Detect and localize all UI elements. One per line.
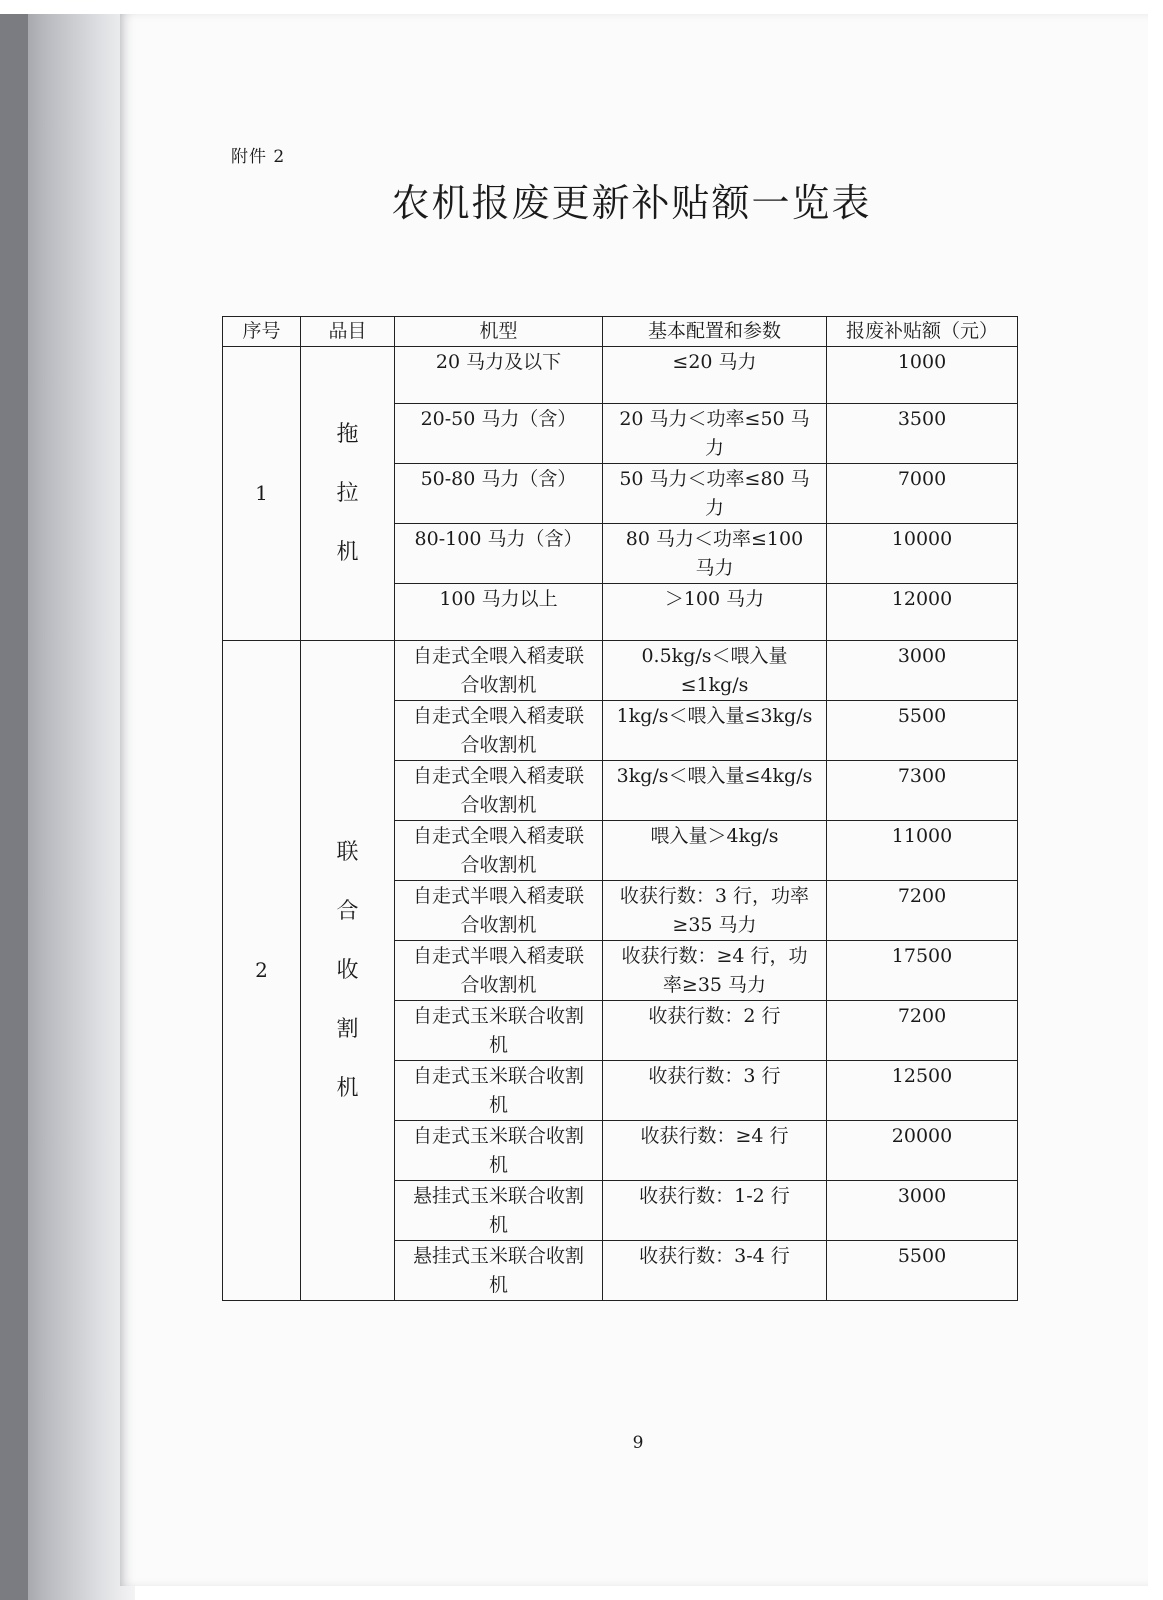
cell-amount [827, 641, 1018, 701]
category-char: 拖 [336, 422, 359, 447]
header-config: 基本配置和参数 [603, 317, 827, 347]
cell-amount [827, 524, 1018, 584]
amount-text: 5500 [897, 1245, 947, 1267]
config-text: 收获行数：≥4 行 [640, 1125, 789, 1147]
amount-text: 3000 [897, 645, 947, 667]
cell-amount [827, 881, 1018, 941]
scan-edge [0, 0, 28, 1600]
cell-config [603, 1121, 827, 1181]
category-char: 割 [336, 1017, 359, 1042]
cell-model [395, 1121, 603, 1181]
cell-model [395, 941, 603, 1001]
table-body [223, 347, 1018, 1301]
cell-amount [827, 404, 1018, 464]
cell-model [395, 464, 603, 524]
group-seq: 2 [223, 641, 301, 1301]
cell-config [603, 1061, 827, 1121]
config-text: 收获行数：3-4 行 [639, 1245, 790, 1267]
model-text: 自走式半喂入稻麦联合收割机 [412, 945, 584, 996]
group-category [301, 641, 395, 1301]
amount-text: 3500 [897, 408, 947, 430]
config-text: ＞100 马力 [664, 588, 765, 610]
config-text: 收获行数：≥4 行，功率≥35 马力 [621, 945, 808, 996]
model-text: 自走式全喂入稻麦联合收割机 [412, 645, 584, 696]
cell-amount [827, 464, 1018, 524]
scan-top-margin [0, 0, 1163, 14]
cell-model [395, 1001, 603, 1061]
cell-model [395, 404, 603, 464]
cell-model [395, 584, 603, 641]
amount-text: 5500 [897, 705, 947, 727]
cell-amount [827, 761, 1018, 821]
cell-config [603, 641, 827, 701]
page-title: 农机报废更新补贴额一览表 [391, 181, 872, 225]
model-text: 自走式半喂入稻麦联合收割机 [412, 885, 584, 936]
model-text: 自走式玉米联合收割机 [412, 1005, 584, 1056]
model-text: 悬挂式玉米联合收割机 [412, 1245, 584, 1296]
category-char: 合 [336, 899, 359, 924]
amount-text: 7300 [897, 765, 947, 787]
amount-text: 20000 [891, 1125, 953, 1147]
model-text: 20-50 马力（含） [420, 408, 577, 430]
category-char: 拉 [336, 481, 359, 506]
cell-model [395, 524, 603, 584]
model-text: 自走式全喂入稻麦联合收割机 [412, 765, 584, 816]
config-text: 1kg/s＜喂入量≤3kg/s [616, 705, 813, 727]
category-char: 机 [336, 1076, 359, 1101]
model-text: 80-100 马力（含） [414, 528, 583, 550]
header-category: 品目 [301, 317, 395, 347]
cell-model [395, 761, 603, 821]
amount-text: 12000 [891, 588, 953, 610]
model-text: 100 马力以上 [439, 588, 558, 610]
model-text: 50-80 马力（含） [420, 468, 577, 490]
cell-config [603, 761, 827, 821]
cell-model [395, 641, 603, 701]
cell-model [395, 1241, 603, 1301]
config-text: 收获行数：3 行 [648, 1065, 781, 1087]
config-text: ≤20 马力 [672, 351, 757, 373]
amount-text: 10000 [891, 528, 953, 550]
cell-config [603, 1001, 827, 1061]
cell-config [603, 584, 827, 641]
group-seq: 1 [223, 347, 301, 641]
cell-config [603, 464, 827, 524]
group-category [301, 347, 395, 641]
model-text: 自走式全喂入稻麦联合收割机 [412, 705, 584, 756]
cell-amount [827, 821, 1018, 881]
cell-model [395, 881, 603, 941]
cell-amount [827, 1121, 1018, 1181]
cell-amount [827, 941, 1018, 1001]
cell-model [395, 701, 603, 761]
cell-config [603, 1241, 827, 1301]
model-text: 自走式玉米联合收割机 [412, 1065, 584, 1116]
cell-config [603, 524, 827, 584]
header-seq: 序号 [223, 317, 301, 347]
cell-config [603, 941, 827, 1001]
cell-amount [827, 1001, 1018, 1061]
config-text: 50 马力＜功率≤80 马力 [619, 468, 810, 519]
amount-text: 7200 [897, 885, 947, 907]
amount-text: 11000 [891, 825, 953, 847]
config-text: 喂入量＞4kg/s [650, 825, 779, 847]
category-char: 联 [336, 840, 359, 865]
page-number: 9 [632, 1433, 644, 1453]
config-text: 3kg/s＜喂入量≤4kg/s [616, 765, 813, 787]
amount-text: 3000 [897, 1185, 947, 1207]
config-text: 20 马力＜功率≤50 马力 [619, 408, 810, 459]
table-row [223, 641, 1018, 701]
amount-text: 7200 [897, 1005, 947, 1027]
category-char: 机 [336, 540, 359, 565]
header-amount: 报废补贴额（元） [827, 317, 1018, 347]
config-text: 80 马力＜功率≤100 马力 [625, 528, 804, 579]
amount-text: 1000 [897, 351, 947, 373]
cell-config [603, 1181, 827, 1241]
cell-model [395, 1181, 603, 1241]
header-model: 机型 [395, 317, 603, 347]
table-header [223, 317, 1018, 347]
config-text: 收获行数：1-2 行 [639, 1185, 790, 1207]
amount-text: 7000 [897, 468, 947, 490]
cell-config [603, 347, 827, 404]
cell-config [603, 701, 827, 761]
model-text: 悬挂式玉米联合收割机 [412, 1185, 584, 1236]
cell-config [603, 881, 827, 941]
table-row [223, 347, 1018, 404]
config-text: 收获行数：3 行，功率≥35 马力 [619, 885, 810, 936]
model-text: 自走式全喂入稻麦联合收割机 [412, 825, 584, 876]
cell-model [395, 1061, 603, 1121]
amount-text: 17500 [891, 945, 953, 967]
model-text: 自走式玉米联合收割机 [412, 1125, 584, 1176]
cell-amount [827, 1061, 1018, 1121]
cell-config [603, 404, 827, 464]
category-char: 收 [336, 958, 359, 983]
cell-config [603, 821, 827, 881]
attachment-label: 附件 2 [231, 147, 286, 167]
model-text: 20 马力及以下 [435, 351, 562, 373]
amount-text: 12500 [891, 1065, 953, 1087]
subsidy-table [222, 316, 1018, 1301]
cell-amount [827, 584, 1018, 641]
cell-model [395, 347, 603, 404]
cell-amount [827, 1241, 1018, 1301]
cell-amount [827, 347, 1018, 404]
cell-model [395, 821, 603, 881]
config-text: 0.5kg/s＜喂入量≤1kg/s [641, 645, 788, 696]
config-text: 收获行数：2 行 [648, 1005, 781, 1027]
cell-amount [827, 701, 1018, 761]
cell-amount [827, 1181, 1018, 1241]
